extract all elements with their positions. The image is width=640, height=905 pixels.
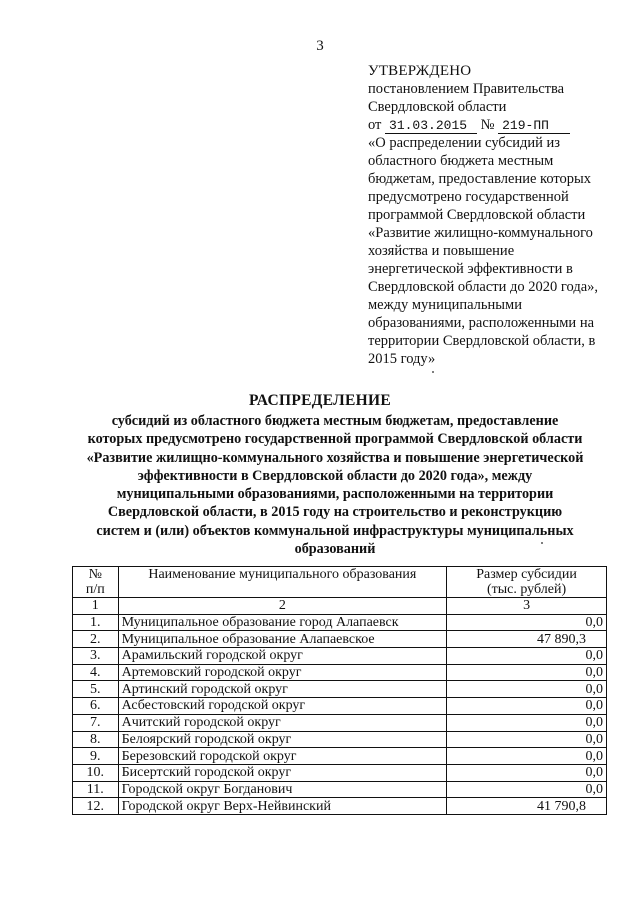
table-row: [73, 764, 607, 781]
scan-speck: [432, 371, 434, 373]
header-amount: [447, 567, 607, 598]
subsidy-amount: 41 790,8: [447, 798, 607, 815]
resolution-line: 2015 году»: [368, 351, 436, 367]
row-number: 2.: [73, 631, 119, 648]
municipality-name: Муниципальное образование город Алапаевск: [118, 614, 447, 631]
table-row: [73, 648, 607, 665]
municipality-name: Артемовский городской округ: [118, 664, 447, 681]
subsidy-amount: 0,0: [447, 781, 607, 798]
table-row: [73, 714, 607, 731]
resolution-line: территории Свердловской области, в: [368, 333, 596, 349]
resolution-line: предусмотрено государственной: [368, 189, 569, 205]
subsidy-amount: 0,0: [447, 648, 607, 665]
subtitle-line: систем и (или) объектов коммунальной инфраструктуры муниципальных: [96, 522, 574, 539]
resolution-line: между муниципальными: [368, 297, 522, 313]
subsidy-amount: 0,0: [447, 731, 607, 748]
table-row: [73, 798, 607, 815]
row-number: 3.: [73, 648, 119, 665]
table-row: [73, 631, 607, 648]
row-number: 8.: [73, 731, 119, 748]
row-number: 5.: [73, 681, 119, 698]
distribution-table: [72, 566, 607, 815]
subsidy-amount: 0,0: [447, 681, 607, 698]
header-name: Наименование муниципального образования: [118, 567, 447, 598]
resolution-line: Свердловской области до 2020 года»,: [368, 279, 599, 295]
row-number: 11.: [73, 781, 119, 798]
resolution-line: энергетической эффективности в: [368, 261, 573, 277]
number-prefix: №: [480, 117, 495, 133]
header-amount-line-2: (тыс. рублей): [486, 582, 567, 597]
subsidy-amount: 0,0: [447, 714, 607, 731]
municipality-name: Березовский городской округ: [118, 748, 447, 765]
column-number: 3: [447, 598, 607, 615]
municipality-name: Муниципальное образование Алапаевское: [118, 631, 447, 648]
approval-line-1: постановлением Правительства: [368, 81, 565, 97]
table-row: [73, 614, 607, 631]
subsidy-amount: 47 890,3: [447, 631, 607, 648]
row-number: 6.: [73, 698, 119, 715]
municipality-name: Бисертский городской округ: [118, 764, 447, 781]
subsidy-amount: 0,0: [447, 664, 607, 681]
approval-date-line: [368, 116, 618, 134]
resolution-line: программой Свердловской области: [368, 207, 586, 223]
row-number: 10.: [73, 764, 119, 781]
row-number: 1.: [73, 614, 119, 631]
approval-number: 219-ПП: [498, 119, 570, 134]
table-row: [73, 731, 607, 748]
row-number: 9.: [73, 748, 119, 765]
column-number-row: [73, 598, 607, 615]
distribution-title: РАСПРЕДЕЛЕНИЕ: [249, 392, 391, 409]
approval-stamp: [368, 62, 618, 368]
subtitle-line: которых предусмотрено государственной программой Свердловской области: [87, 431, 583, 448]
subtitle-line: Свердловской области, в 2015 году на строительство и реконструкцию: [107, 504, 563, 521]
municipality-name: Арамильский городской округ: [118, 648, 447, 665]
subtitle-line: образований: [294, 541, 376, 558]
subsidy-amount: 0,0: [447, 698, 607, 715]
column-number: 2: [118, 598, 447, 615]
row-number: 7.: [73, 714, 119, 731]
municipality-name: Асбестовский городской округ: [118, 698, 447, 715]
table-row: [73, 698, 607, 715]
table-row: [73, 748, 607, 765]
resolution-line: «О распределении субсидий из: [368, 135, 560, 151]
table-row: [73, 681, 607, 698]
approval-title: УТВЕРЖДЕНО: [368, 63, 472, 79]
header-number-line-1: №: [88, 567, 102, 582]
date-prefix: от: [368, 117, 382, 133]
header-number: [73, 567, 119, 598]
municipality-name: Ачитский городской округ: [118, 714, 447, 731]
subtitle-line: эффективности в Свердловской области до 2020 года», между: [137, 467, 533, 484]
subsidy-amount: 0,0: [447, 748, 607, 765]
header-number-line-2: п/п: [85, 582, 105, 597]
resolution-line: хозяйства и повышение: [368, 243, 515, 259]
resolution-line: образованиями, расположенными на: [368, 315, 595, 331]
approval-line-2: Свердловской области: [368, 99, 507, 115]
column-number: 1: [73, 598, 119, 615]
table-header-row: [73, 567, 607, 598]
resolution-line: областного бюджета местным: [368, 153, 554, 169]
resolution-title: [368, 134, 618, 368]
table-row: [73, 664, 607, 681]
municipality-name: Артинский городской округ: [118, 681, 447, 698]
subtitle-line: муниципальными образованиями, расположенными на территории: [116, 486, 554, 503]
distribution-subtitle: [70, 412, 600, 558]
resolution-line: «Развитие жилищно-коммунального: [368, 225, 593, 241]
approval-date: 31.03.2015: [385, 119, 477, 134]
subtitle-line: «Развитие жилищно-коммунального хозяйства и повышение энергетической: [86, 449, 584, 466]
header-amount-line-1: Размер субсидии: [476, 567, 577, 582]
row-number: 4.: [73, 664, 119, 681]
resolution-line: бюджетам, предоставление которых: [368, 171, 592, 187]
municipality-name: Городской округ Верх-Нейвинский: [118, 798, 447, 815]
table-row: [73, 781, 607, 798]
subsidy-amount: 0,0: [447, 764, 607, 781]
municipality-name: Белоярский городской округ: [118, 731, 447, 748]
row-number: 12.: [73, 798, 119, 815]
subtitle-line: субсидий из областного бюджета местным бюджетам, предоставление: [111, 413, 559, 429]
subsidy-amount: 0,0: [447, 614, 607, 631]
page-number: 3: [316, 38, 324, 54]
municipality-name: Городской округ Богданович: [118, 781, 447, 798]
